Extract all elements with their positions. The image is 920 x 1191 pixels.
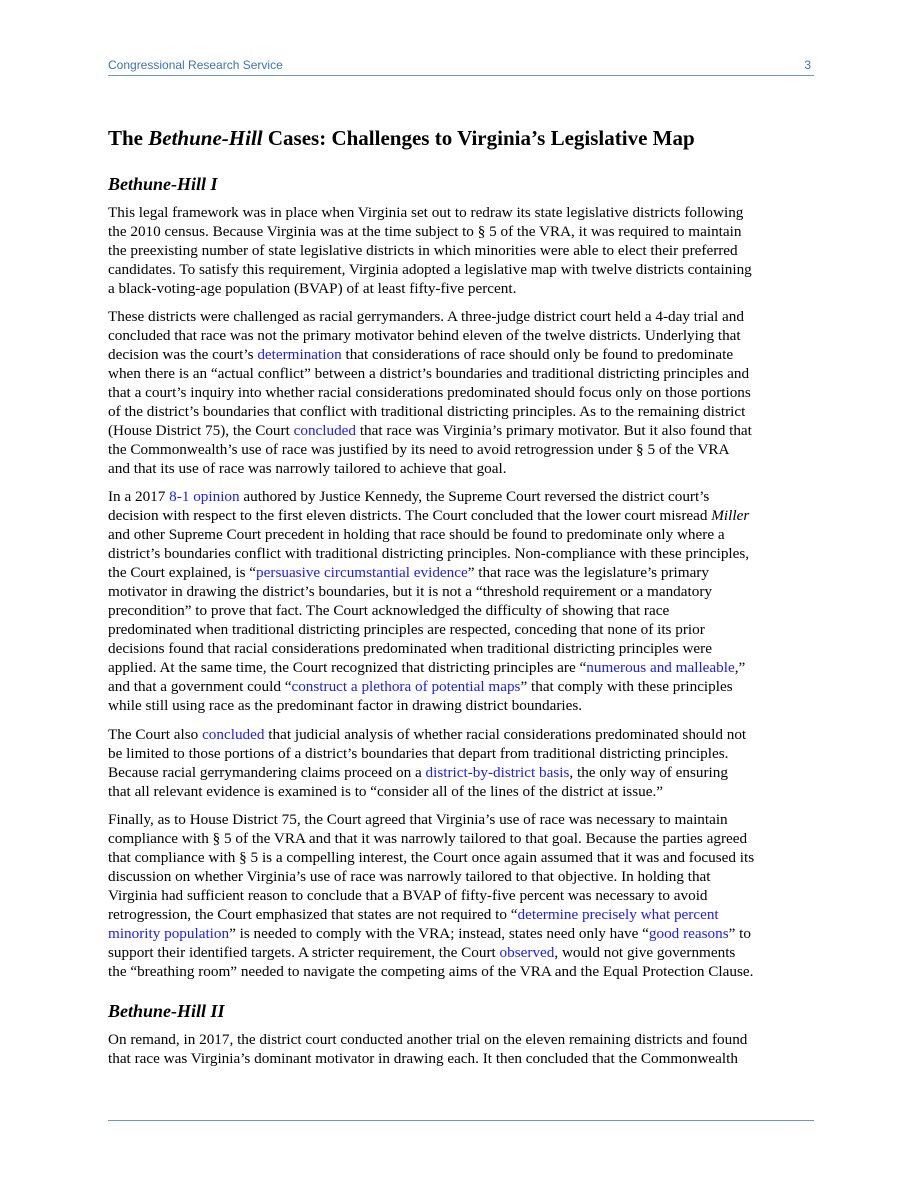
link-district-by-district-basis[interactable]: district-by-district basis [425, 764, 570, 781]
link-construct-plethora-of-maps[interactable]: construct a plethora of potential maps [291, 678, 521, 695]
paragraph-3: In a 2017 8-1 opinion authored by Justice Kennedy, the Supreme Court reversed the district court’s decision with respect to the first eleven districts. The Court concluded that the lower court misread Miller and other Supreme Court precedent in holding that race should be found to predominate only where a district’s boundaries conflict with traditional districting principles. Non-compliance with these principles, the Court explained, is “persuasive circumstantial evidence” that race was the legislature’s primary motivator in drawing the district’s boundaries, but it is not a “threshold requirement or a mandatory precondition” to prove that fact. The Court acknowledged the difficulty of showing that race predominated when traditional districting principles are respected, conceding that none of its prior decisions found that racial considerations predominated when traditional districting principles were applied. At the same time, the Court recognized that districting principles are “numerous and malleable,” and that a government could “construct a plethora of potential maps” that comply with these principles while still using race as the predominant factor in drawing district boundaries. [108, 488, 750, 714]
link-good-reasons[interactable]: good reasons [648, 925, 729, 942]
paragraph-4: The Court also concluded that judicial analysis of whether racial considerations predominated should not be limited to those portions of a district’s boundaries that depart from traditional districting principles. Because racial gerrymandering claims proceed on a district-by-district basis, the only way of ensuring that all relevant evidence is examined is to “consider all of the lines of the district at issue.” [108, 726, 747, 800]
paragraph-1: This legal framework was in place when Virginia set out to redraw its state legislative districts following the 2010 census. Because Virginia was at the time subject to § 5 of the VRA, it was required to maintain the preexisting number of state legislative districts in which minorities were able to elect their preferred candidates. To satisfy this requirement, Virginia adopted a legislative map with twelve districts containing a black-voting-age population (BVAP) of at least fifty-five percent. [108, 204, 752, 297]
link-concluded[interactable]: concluded [293, 422, 357, 439]
link-determine-precisely-what-percent[interactable]: determine precisely what percent [517, 906, 719, 923]
section-heading-bethune-hill-i: Bethune-Hill I [108, 174, 218, 194]
page-number: 3 [804, 58, 811, 72]
link-concluded-2[interactable]: concluded [202, 726, 265, 743]
link-observed[interactable]: observed [499, 944, 555, 961]
link-numerous-and-malleable[interactable]: numerous and malleable [586, 659, 735, 676]
paragraph-6: On remand, in 2017, the district court conducted another trial on the eleven remaining districts and found that race was Virginia’s dominant motivator in drawing each. It then concluded that the Commonwealth [108, 1031, 748, 1067]
link-8-1-opinion[interactable]: 8-1 opinion [169, 488, 240, 505]
paragraph-2: These districts were challenged as racial gerrymanders. A three-judge district court held a 4-day trial and concluded that race was not the primary motivator behind eleven of the twelve districts. Underlying that decision was the court’s determination that considerations of race should only be found to predominate when there is an “actual conflict” between a district’s boundaries and traditional districting principles and that a court’s inquiry into whether racial considerations predominated should focus only on those portions of the district’s boundaries that conflict with traditional districting principles. As to the remaining district (House District 75), the Court concluded that race was Virginia’s primary motivator. But it also found that the Commonwealth’s use of race was justified by its need to avoid retrogression under § 5 of the VRA and that its use of race was narrowly tailored to achieve that goal. [108, 308, 752, 477]
header-source: Congressional Research Service [108, 58, 283, 72]
page-title: The Bethune-Hill Cases: Challenges to Virginia’s Legislative Map [108, 126, 695, 150]
header-divider [108, 75, 814, 76]
running-header [108, 58, 814, 74]
section-heading-bethune-hill-ii: Bethune-Hill II [108, 1001, 225, 1021]
link-minority-population[interactable]: minority population [108, 925, 230, 942]
link-persuasive-circumstantial-evidence[interactable]: persuasive circumstantial evidence [256, 564, 468, 581]
footer-divider [108, 1120, 814, 1121]
paragraph-5: Finally, as to House District 75, the Court agreed that Virginia’s use of race was necessary to maintain compliance with § 5 of the VRA and that it was narrowly tailored to that goal. Because the parties agreed that compliance with § 5 is a compelling interest, the Court once again assumed that it was and focused its discussion on whether Virginia’s use of race was narrowly tailored to that objective. In holding that Virginia had sufficient reason to conclude that a BVAP of fifty-five percent was necessary to avoid retrogression, the Court emphasized that states are not required to “determine precisely what percent minority population” is needed to comply with the VRA; instead, states need only have “good reasons” to support their identified targets. A stricter requirement, the Court observed, would not give governments the “breathing room” needed to navigate the competing aims of the VRA and the Equal Protection Clause. [108, 811, 755, 980]
link-determination[interactable]: determination [257, 346, 342, 363]
